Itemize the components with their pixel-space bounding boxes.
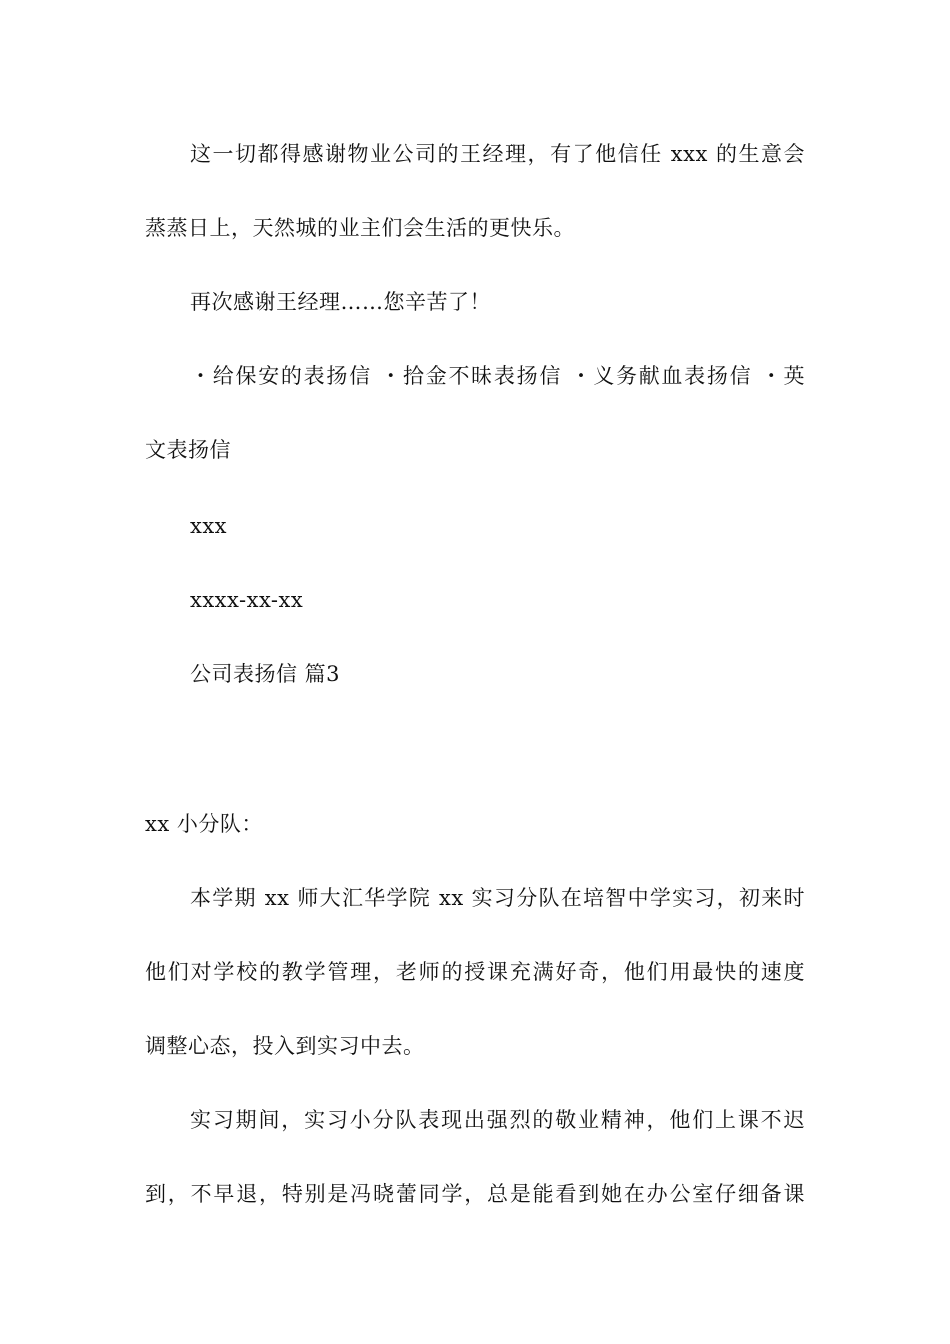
paragraph-1-line-1: 这一切都得感谢物业公司的王经理，有了他信任 xxx 的生意会	[190, 142, 805, 166]
related-links-line-1[interactable]: ・给保安的表扬信 ・拾金不昧表扬信 ・义务献血表扬信 ・英	[190, 364, 805, 388]
related-links-line-2[interactable]: 文表扬信	[145, 438, 231, 462]
paragraph-3-line-1: 本学期 xx 师大汇华学院 xx 实习分队在培智中学实习，初来时	[190, 886, 805, 910]
paragraph-4-line-2: 到，不早退，特别是冯晓蕾同学，总是能看到她在办公室仔细备课	[145, 1182, 805, 1206]
paragraph-3-line-3: 调整心态，投入到实习中去。	[145, 1034, 425, 1058]
paragraph-4-line-1: 实习期间，实习小分队表现出强烈的敬业精神，他们上课不迟	[190, 1108, 805, 1132]
signature-name: xxx	[190, 514, 228, 538]
paragraph-3-line-2: 他们对学校的教学管理，老师的授课充满好奇，他们用最快的速度	[145, 960, 805, 984]
signature-date: xxxx-xx-xx	[190, 588, 304, 612]
paragraph-2: 再次感谢王经理……您辛苦了！	[190, 290, 491, 314]
salutation: xx 小分队：	[145, 812, 263, 836]
section-heading: 公司表扬信 篇3	[190, 662, 341, 686]
paragraph-1-line-2: 蒸蒸日上，天然城的业主们会生活的更快乐。	[145, 216, 575, 240]
